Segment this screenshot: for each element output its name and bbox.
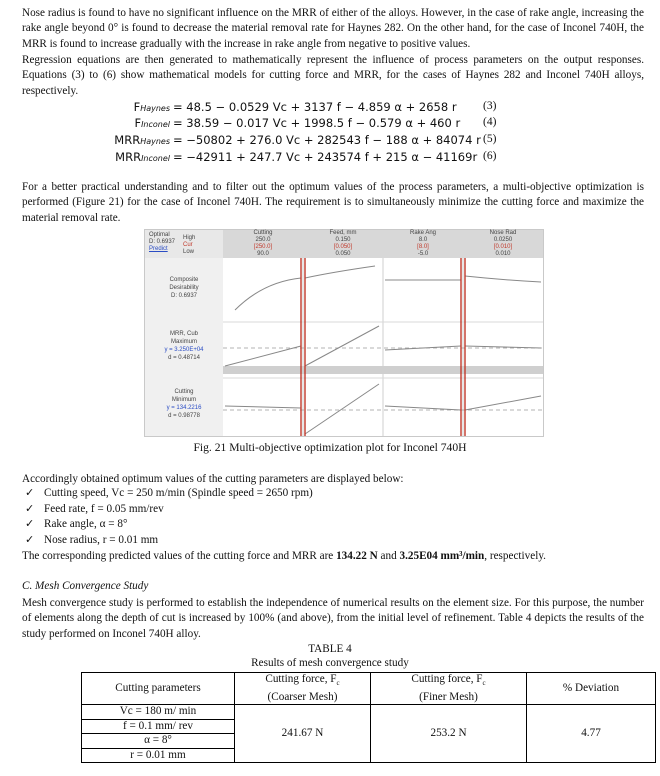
column-high: 0.150 xyxy=(335,237,351,243)
row-desirability: d = 0.48714 xyxy=(168,355,200,361)
column-low: 0.050 xyxy=(335,251,351,257)
row-title: Composite xyxy=(169,277,199,283)
header-summary xyxy=(145,230,223,258)
composite-d-label: D: 0.6937 xyxy=(149,239,176,245)
equation-5-rhs: = −50802 + 276.0 Vc + 282543 f − 188 α + 84074 r xyxy=(173,133,481,147)
row-label-mrr xyxy=(145,322,223,378)
column-name: Nose Rad xyxy=(489,230,517,236)
high-label: High xyxy=(183,235,196,241)
list-item xyxy=(22,502,313,518)
table-title: TABLE 4 xyxy=(308,643,352,655)
list-item-text: Nose radius, r = 0.01 mm xyxy=(44,533,159,546)
row-label-cutting xyxy=(145,378,223,436)
paragraph-mesh-convergence: Mesh convergence study is performed to establish the independence of numerical results on the element size. For this purpose, the number of elements along the depth of cut is increased by 100% (and above), from the initial level of refinement. Table 4 depicts the results of the study performed on Inconel 740H alloy. xyxy=(22,597,644,640)
equation-3-number: (3) xyxy=(483,100,497,112)
equation-6-number: (6) xyxy=(483,150,497,162)
paragraph-regression: Regression equations are then generated to mathematically represent the influence of process parameters on the output responses. Equations (3) to (6) show mathematical models for cutting force and MRR, for the cases of Haynes 282 and Inconel 740H alloys, respectively. xyxy=(22,54,644,97)
column-cur: [0.010] xyxy=(493,244,513,250)
column-header-rake xyxy=(383,230,463,258)
param-cell: f = 0.1 mm/ rev xyxy=(82,719,235,734)
header-fine-force: Cutting force, $F_c$ (Finer Mesh) xyxy=(371,673,527,705)
column-low: 0.010 xyxy=(495,251,511,257)
optimization-curves xyxy=(223,258,543,436)
row-goal: Desirability xyxy=(169,285,199,291)
param-cell: Vc = 180 m/ min xyxy=(82,705,235,720)
coarse-force-cell: 241.67 N xyxy=(235,705,371,763)
fine-force-cell: 253.2 N xyxy=(371,705,527,763)
column-high: 8.0 xyxy=(418,237,428,243)
column-header-feed xyxy=(303,230,383,258)
column-header-nose xyxy=(463,230,543,258)
equation-3-rhs: = 48.5 − 0.0529 Vc + 3137 f − 4.859 α + 2658 r xyxy=(173,100,457,114)
header-deviation: % Deviation xyxy=(527,673,656,705)
list-item xyxy=(22,486,313,502)
row-goal: Maximum xyxy=(170,339,197,345)
equation-6-rhs: = −42911 + 247.7 Vc + 243574 f + 215 α − 41169r xyxy=(173,150,478,164)
predicted-mrr: 3.25E04 mm³/min xyxy=(399,550,485,562)
optimum-values-list xyxy=(22,486,313,548)
column-high: 250.0 xyxy=(255,237,271,243)
cur-label: Cur xyxy=(183,242,193,248)
column-name: Rake Ang xyxy=(409,230,437,236)
list-item-text: Cutting speed, Vc = 250 m/min (Spindle speed = 2650 rpm) xyxy=(44,487,313,499)
column-low: -5.0 xyxy=(417,251,429,257)
column-cur: [8.0] xyxy=(417,244,429,250)
section-heading: C. Mesh Convergence Study xyxy=(22,580,149,592)
column-high: 0.0250 xyxy=(493,237,513,243)
equation-4-number: (4) xyxy=(483,116,497,128)
header-cutting-parameters: Cutting parameters xyxy=(82,673,235,705)
row-value: y = 134.2216 xyxy=(166,405,202,411)
row-title: MRR, Cub xyxy=(169,331,198,337)
header-text: Cutting force, F xyxy=(265,673,337,685)
row-title: Cutting xyxy=(174,389,194,395)
list-item-text: Rake angle, α = 8° xyxy=(44,518,128,531)
row-value: y = 3.250E+04 xyxy=(164,347,204,353)
predict-link[interactable]: Predict xyxy=(149,246,168,252)
column-low: 90.0 xyxy=(257,251,269,257)
row-label-composite xyxy=(145,258,223,322)
text-segment: The corresponding predicted values of the cutting force and MRR are xyxy=(22,550,337,562)
column-header-cutting xyxy=(223,230,303,258)
equation-4-rhs: = 38.59 − 0.017 Vc + 1998.5 f − 0.579 α + 460 r xyxy=(173,116,461,130)
header-text: Cutting force, F xyxy=(411,673,483,685)
paragraph-optimum-intro: Accordingly obtained optimum values of the cutting parameters are displayed below: xyxy=(22,473,404,485)
figure-caption: Fig. 21 Multi-objective optimization plot for Inconel 740H xyxy=(193,441,467,454)
table-row xyxy=(82,705,656,720)
list-item xyxy=(22,533,313,549)
optimal-label: Optimal xyxy=(149,232,170,238)
deviation-cell: 4.77 xyxy=(527,705,656,763)
paragraph-optimization: For a better practical understanding and to filter out the optimum values of the process parameters, a multi-objective optimization is performed (Figure 21) for the case of Inconel 740H. The requirement is to simultaneously minimize the cutting force and maximize the material removal rate. xyxy=(22,181,644,224)
param-cell: r = 0.01 mm xyxy=(82,748,235,763)
text-segment: and xyxy=(377,550,400,562)
column-name: Cutting xyxy=(253,230,273,236)
text-segment: , respectively. xyxy=(484,550,546,562)
predicted-force: 134.22 N xyxy=(336,550,378,562)
mesh-convergence-table xyxy=(81,672,656,763)
check-icon: ✓ xyxy=(25,487,35,499)
paragraph-nose-radius: Nose radius is found to have no significant influence on the MRR of either of the alloys. However, in the case of rake angle, increasing the rake angle beyond 0° is found to decrease the material removal rate for Haynes 282. On the other hand, for the case of Inconel 740H, the MRR is found to increase gradually with the increase in rake angle from negative to positive values. xyxy=(22,7,644,50)
row-desirability: d = 0.98778 xyxy=(168,413,200,419)
list-item xyxy=(22,517,313,533)
row-value: D: 0.6937 xyxy=(170,293,198,299)
equation-5-number: (5) xyxy=(483,133,497,145)
header-subtext: (Finer Mesh) xyxy=(419,690,478,703)
column-cur: [250.0] xyxy=(253,244,273,250)
param-cell: α = 8° xyxy=(82,734,235,749)
paragraph-predicted-values xyxy=(22,549,644,564)
optimization-plot xyxy=(144,229,544,437)
table-header-row xyxy=(82,673,656,705)
header-subtext: (Coarser Mesh) xyxy=(267,690,338,703)
list-item-text: Feed rate, f = 0.05 mm/rev xyxy=(44,502,164,515)
check-icon: ✓ xyxy=(25,518,35,531)
low-label: Low xyxy=(183,249,195,255)
row-goal: Minimum xyxy=(171,397,197,403)
column-cur: [0.050] xyxy=(333,244,353,250)
table-subtitle: Results of mesh convergence study xyxy=(251,657,409,669)
check-icon: ✓ xyxy=(25,502,35,515)
header-coarse-force: Cutting force, $F_c$ (Coarser Mesh) xyxy=(235,673,371,705)
check-icon: ✓ xyxy=(25,533,35,546)
column-name: Feed, mm xyxy=(329,230,357,236)
